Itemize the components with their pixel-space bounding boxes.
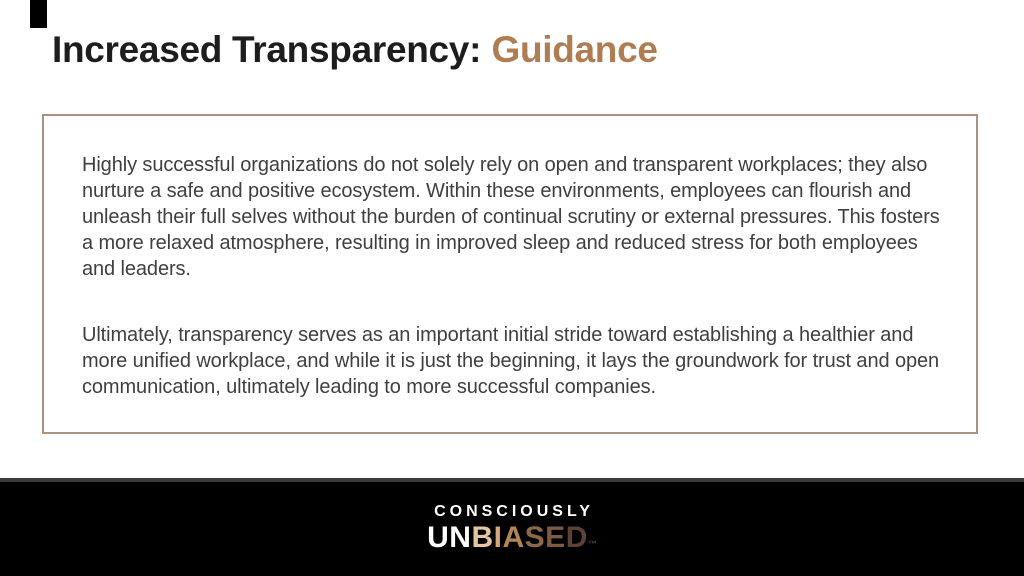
logo-letter-s: S (524, 521, 546, 554)
logo-wordmark-consciously: CONSCIOUSLY (434, 503, 594, 520)
logo-letter-e: E (545, 521, 566, 554)
logo-letter-b: B (471, 521, 494, 554)
page-title (52, 27, 658, 73)
footer-bar (0, 478, 1024, 576)
corner-accent-block (30, 0, 47, 28)
logo-wordmark-unbiased (0, 523, 1024, 553)
logo-letters-un: UN (427, 521, 472, 554)
trademark-symbol: ™ (587, 539, 597, 549)
body-paragraph-2: Ultimately, transparency serves as an important initial stride toward establishing a healthier and more unified workplace, and while it is just the beginning, it lays the groundwork for trust and open communication, ultimately leading to more successful companies. (82, 324, 940, 398)
logo-letter-a: A (502, 521, 525, 554)
title-accent: Guidance (491, 29, 658, 70)
logo-letter-i: I (493, 521, 503, 554)
consciously-unbiased-logo (0, 504, 1024, 553)
body-paragraph-1: Highly successful organizations do not solely rely on open and transparent workplaces; they also nurture a safe and positive ecosystem. Within these environments, employees can flourish and unleash their full selves without the burden of continual scrutiny or external pressures. This fosters a more relaxed atmosphere, resulting in improved sleep and reduced stress for both employees and leaders. (82, 154, 940, 280)
logo-letter-d: D (565, 521, 588, 554)
content-box (42, 114, 978, 434)
title-main: Increased Transparency: (52, 29, 482, 70)
